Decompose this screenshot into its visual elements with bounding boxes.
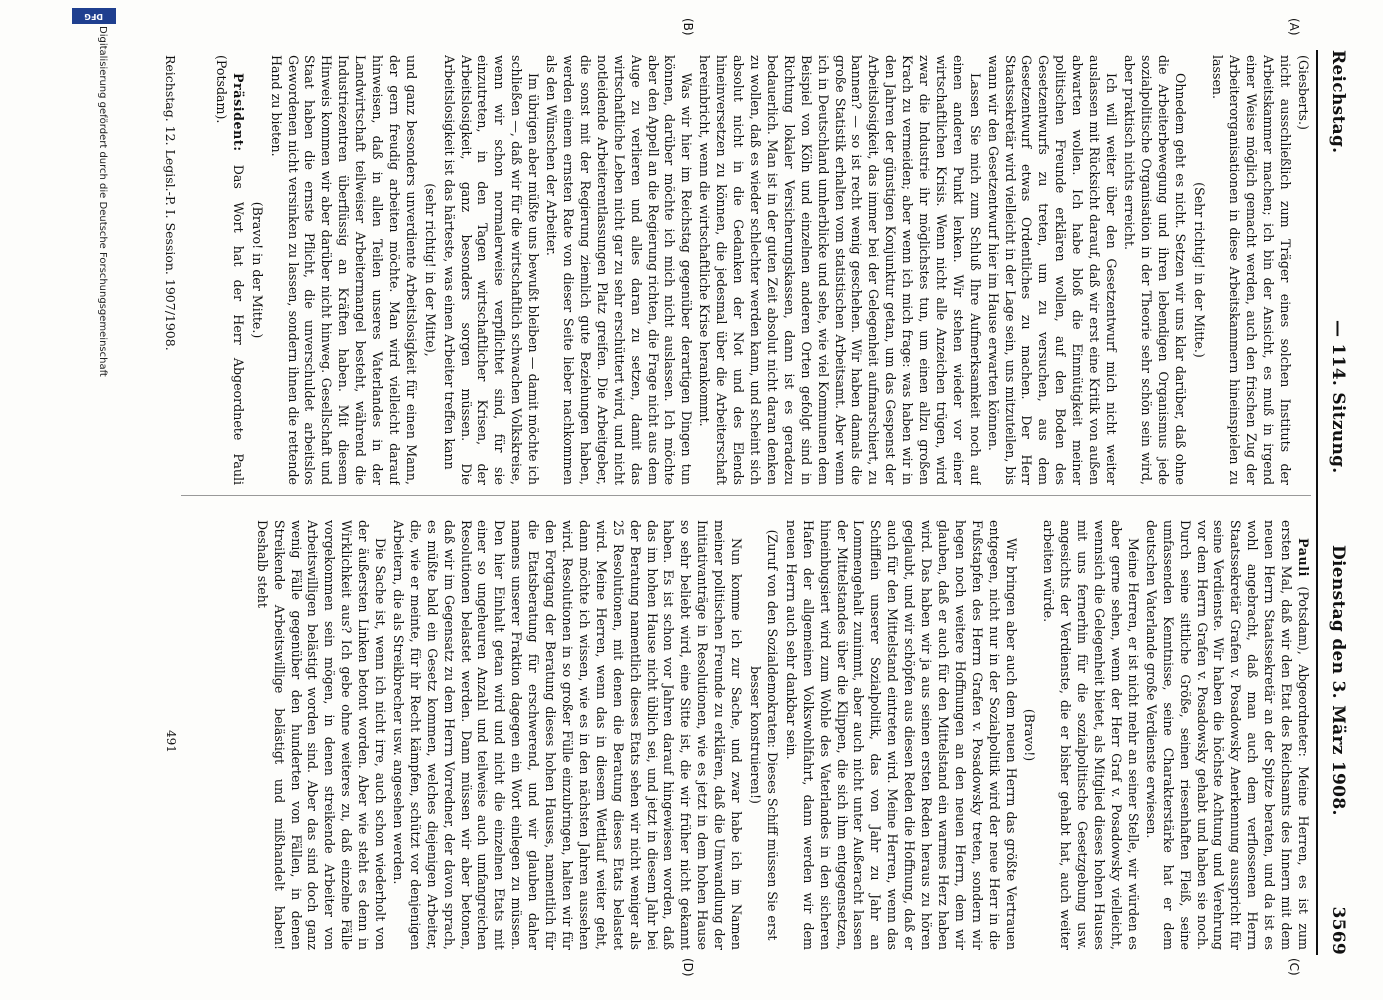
interjection: (sehr richtig! in der Mitte),: [422, 183, 438, 357]
paragraph: Die Sache ist, wenn ich nicht irre, auch schon wiederholt von der äußersten Linken betont worden. Aber wie steht es denn in Wirklichkeit aus? Ich gebe ohne weiteres zu, daß einzelne Fälle vorgekommen sein mögen, in denen streikende Arbeiter von Arbeitswilligen belästigt worden sind. Aber das sind doch ganz wenig Fälle gegenüber den hunderten von Fällen, in denen Streikende Arbeitswillige belästigt und mißhandelt haben! Deshalb steht: [254, 520, 389, 950]
header-session: — 114. Sitzung.: [1328, 320, 1348, 474]
speaker-continuation: (Giesberts.): [1296, 55, 1311, 130]
page-header: [1316, 50, 1358, 955]
column-divider: [181, 495, 1311, 496]
margin-marker-b: (B): [681, 18, 695, 36]
paragraph: Nun komme ich zur Sache, und zwar habe ich im Namen meiner politischen Freunde zu erklären, daß die Umwandlung der Initiativanträge in Resolutionen, wie es jetzt in dem hohen Hause so sehr beliebt wird, eine Sitte ist, die wir früher nicht gekannt haben. Es ist schon vor Jahren darauf hingewiesen worden, daß das im hohen Hause nicht üblich sei, und jetzt in diesem Jahr bei der Beratung namentlich dieses Etats sehen wir nicht weniger als 25 Resolutionen, mit denen die Beratung dieses Etats belastet wird. Meine Herren, wenn das in diesem Wettlauf weiter geht, dann möchte ich wissen, wie es in den nächsten Jahren aussehen wird. Resolutionen in so großer Fülle einzubringen, halten wir für den Fortgang der Beratung dieses hohen Hauses, namentlich für die Etatsberatung für erschwerend, und wir glauben daher namens unserer Fraktion dagegen ein Wort einlegen zu müssen. Den hier Einhalt getan wird und nicht die einzelnen Etats mit einer so ungeheuren Anzahl und teilweise auch umfangreichen Resolutionen belastet werden. Dann müssen wir aber betonen, daß wir im Gegensatz zu dem Herrn Vorredner, der davon sprach, es müßte bald ein Gesetz kommen, welches diejenigen Arbeiter, die, wie er meinte, für ihr Recht kämpfen, schützt vor denjenigen Arbeitern, die als Streikbrecher usw. angesehen werden.: [390, 520, 745, 950]
paragraph: Meine Herren, er ist nicht mehr an seiner Stelle, wir würden es aber gerne sehen, wenn der Herr Graf v. Posadowsky vielleicht, wennsich die Gelegenheit bietet, als Mitglied dieses hohen Hauses mit uns fernerhin für die sozialpolitische Gesetzgebung usw. angesichts der Verdienste, die er bisher gehabt hat, auch weiter arbeiten würde.: [1041, 520, 1141, 950]
paragraph: Ohnedem geht es nicht. Setzen wir uns klar darüber, daß ohne die Arbeiterbewegung und ihren lebendigen Organismus jede sozialpolitische Organisation in der Theorie sehr schön sein wird, aber praktisch nichts erreicht.: [1121, 55, 1188, 485]
interjection: (Bravo!): [1022, 708, 1038, 762]
paragraph: Lassen Sie mich zum Schluß Ihre Aufmerksamkeit noch auf einen anderen Punkt lenken. Wir stehen wieder vor einer wirtschaftlichen Krisis. Wenn nicht alle Anzeichen trügen, wird zwar die Industrie ihr möglichstes tun, um einen allzu großen Krach zu vermeiden; aber wenn ich mich frage: was haben wir in den Jahren der günstigen Konjunktur getan, um das Gespenst der Arbeitslosigkeit, das immer bei der Gelegenheit aufmarschiert, zu bannen? — so ist recht wenig geschehen. Wir haben damals die große Statistik erhalten vom statistischen Arbeitsamt. Aber wenn ich in Deutschland umherblicke und sehe, wie viel Kommunen dem Beispiel von Köln und einzelnen anderen Orten gefolgt sind in Richtung lokaler Versicherungskassen, dann ist es geradezu bedauerlich. Man ist in der guten Zeit absolut nicht daran denken zu wollen, daß es wieder schlechter werden kann, und scheint sich absolut nicht in die Gedanken der Not und des Elends hineinversetzen zu können, die jedesmal über die Arbeiterschaft hereinbricht, wenn die wirtschaftliche Krise herankommt.: [697, 55, 983, 485]
footer-number: 491: [164, 730, 178, 753]
interjection: (Sehr richtig! in der Mitte.): [1191, 182, 1207, 358]
footer-session-info: Reichstag. 12. Legisl.-P. I. Session. 1907/1908.: [163, 55, 178, 351]
header-title: Reichstag.: [1328, 50, 1348, 154]
speaker-text: (Potsdam), Abgeordneter: Meine Herren, es ist zum ersten Mal, daß wir den Etat des Reichsamts des Innern mit dem neuen Herrn Staatssekretär an der Spitze beraten, und da ist es wohl angebracht, daß man auch dem verflossenen Herrn Staatssekretär Grafen v. Posadowsky Anerkennung ausspricht für seine Verdienste. Wir haben die höchste Achtung und Verehrung vor dem Herrn Grafen v. Posadowsky gehabt und haben sie noch. Durch seine sittliche Größe, seinen riesenhaften Fleiß, seine umfassenden Kenntnisse, seine Charakterstärke hat er dem deutschen Vaterlande große Verdienste erwiesen.: [1143, 520, 1311, 950]
margin-marker-c: (C): [1287, 958, 1301, 976]
paragraph: Wir bringen aber auch dem neuen Herrn das größte Vertrauen entgegen, nicht nur in der Sozialpolitik wird der neue Herr in die Fußstapfen des Herrn Grafen v. Posadowsky treten, sondern wir hegen noch weitere Hoffnungen an den neuen Herrn, dem wir glauben, daß er auch für den Mittelstand ein warmes Herz haben wird. Das haben wir ja aus seinen ersten Reden heraus zu hören geglaubt, und wir schöpfen aus diesen Reden die Hoffnung, daß er auch für den Mittelstand eintreten wird. Meine Herren, wenn das Schifflein unserer Sozialpolitik, das von Jahr zu Jahr an Lommengehalt zunimmt, aber auch nicht unter Außeracht lassen der Mittelstandes über die Klippen, die sich ihm entgegensetzen, hineinbugsiert wird zum Wohle des Vaterlandes in den sicheren Hafen der allgemeinen Volkswohlfahrt, dann werden wir dem neuen Herrn auch sehr dankbar sein.: [783, 520, 1019, 950]
paragraph: Im übrigen aber müßte uns bewußt bleiben — damit möchte ich schließen —, daß wir für die wirtschaftlich schwachen Volkskreise, wenn wir schon normalerweise verpflichtet sind, für sie einzutreten, in den Tagen wirtschaftlicher Krisen, der Arbeitslosigkeit, ganz besonders sorgen müssen. Die Arbeitslosigkeit ist das härteste, was einen Arbeiter treffen kann: [441, 55, 542, 485]
header-date: Dienstag den 3. März 1908.: [1328, 545, 1348, 816]
page-number: 3569: [1328, 906, 1348, 955]
paragraph: nicht ausschließlich zum Träger eines solchen Instituts der Arbeitskammer machen; ich bin der Ansicht, es muß in irgend einer Weise möglich gemacht werden, auch den frischen Zug der Arbeiterorganisationen in diese Arbeitskammern hineinspielen zu lassen.: [1210, 55, 1294, 485]
speaker-text: Das Wort hat der Herr Abgeordnete Pauli (Potsdam).: [213, 55, 246, 485]
margin-marker-a: (A): [1287, 18, 1301, 36]
margin-marker-d: (D): [681, 958, 695, 977]
left-column: [151, 55, 1311, 485]
speaker-name: Pauli: [1296, 538, 1311, 578]
right-column: [151, 520, 1311, 950]
paragraph: und ganz besonders unverdiente Arbeitslosigkeit für einen Mann, der gern freudig arbeiten möchte. Man wird vielleicht darauf hinweisen, daß in allen Teilen unseres Vaterlandes in der Landwirtschaft teilweiser Arbeitermangel besteht, während die Industriezentren überflüssig an Kräften haben. Mit diesem Hinweis kommen wir aber darüber nicht hinweg. Gesellschaft und Staat haben die ernste Pflicht, die unverschuldet arbeitslos Gewordenen nicht versinken zu lassen, sondern ihnen die rettende Hand zu bieten.: [268, 55, 419, 485]
dfg-logo: DFG: [72, 8, 116, 24]
interjection: (Zuruf von den Sozialdemokraten: Dieses Schiff müssen Sie erst besser konstruieren!): [748, 529, 780, 941]
paragraph: Ich will weiter über den Gesetzentwurf mich nicht weiter auslassen mit Rücksicht darauf, daß wir erst eine Kritik von außen abwarten wollen. Ich habe bloß die Einmütigkeit meiner politischen Freunde erklären wollen, auf den Boden des Gesetzentwurfs zu treten, um zu versuchen, aus dem Gesetzentwurf etwas Ordentliches zu machen. Der Herr Staatssekretär wird vielleicht in der Lage sein, uns mitzuteilen, bis wann wir den Gesetzentwurf hier im Hause erwarten können.: [985, 55, 1120, 485]
paragraph: Was wir hier im Reichstag gegenüber derartigen Dingen tun können, darüber möchte ich mich nicht auslassen. Ich möchte aber den Appell an die Regierung richten, die Frage nicht aus dem Auge zu verlieren und alles daran zu setzen, damit das wirtschaftliche Leben nicht gar zu sehr erschüttert wird, und nicht notleidende Arbeiterentlassungen Platz greifen. Die Arbeitgeber, die sonst mit der Regierung ziemlich gute Beziehungen haben, werden einem ernsten Rate von dieser Seite lieber nachkommen als den Wünschen der Arbeiter.: [544, 55, 695, 485]
speaker-name: Präsident:: [230, 73, 246, 152]
speaker-paragraph: [1142, 520, 1311, 950]
dfg-credit-text: Digitalisierung gefördert durch die Deutsche Forschungsgemeinschaft: [97, 26, 108, 377]
interjection: (Bravo! in der Mitte.): [249, 201, 265, 339]
speaker-paragraph: [212, 55, 246, 485]
dfg-credit: [84, 0, 118, 1000]
